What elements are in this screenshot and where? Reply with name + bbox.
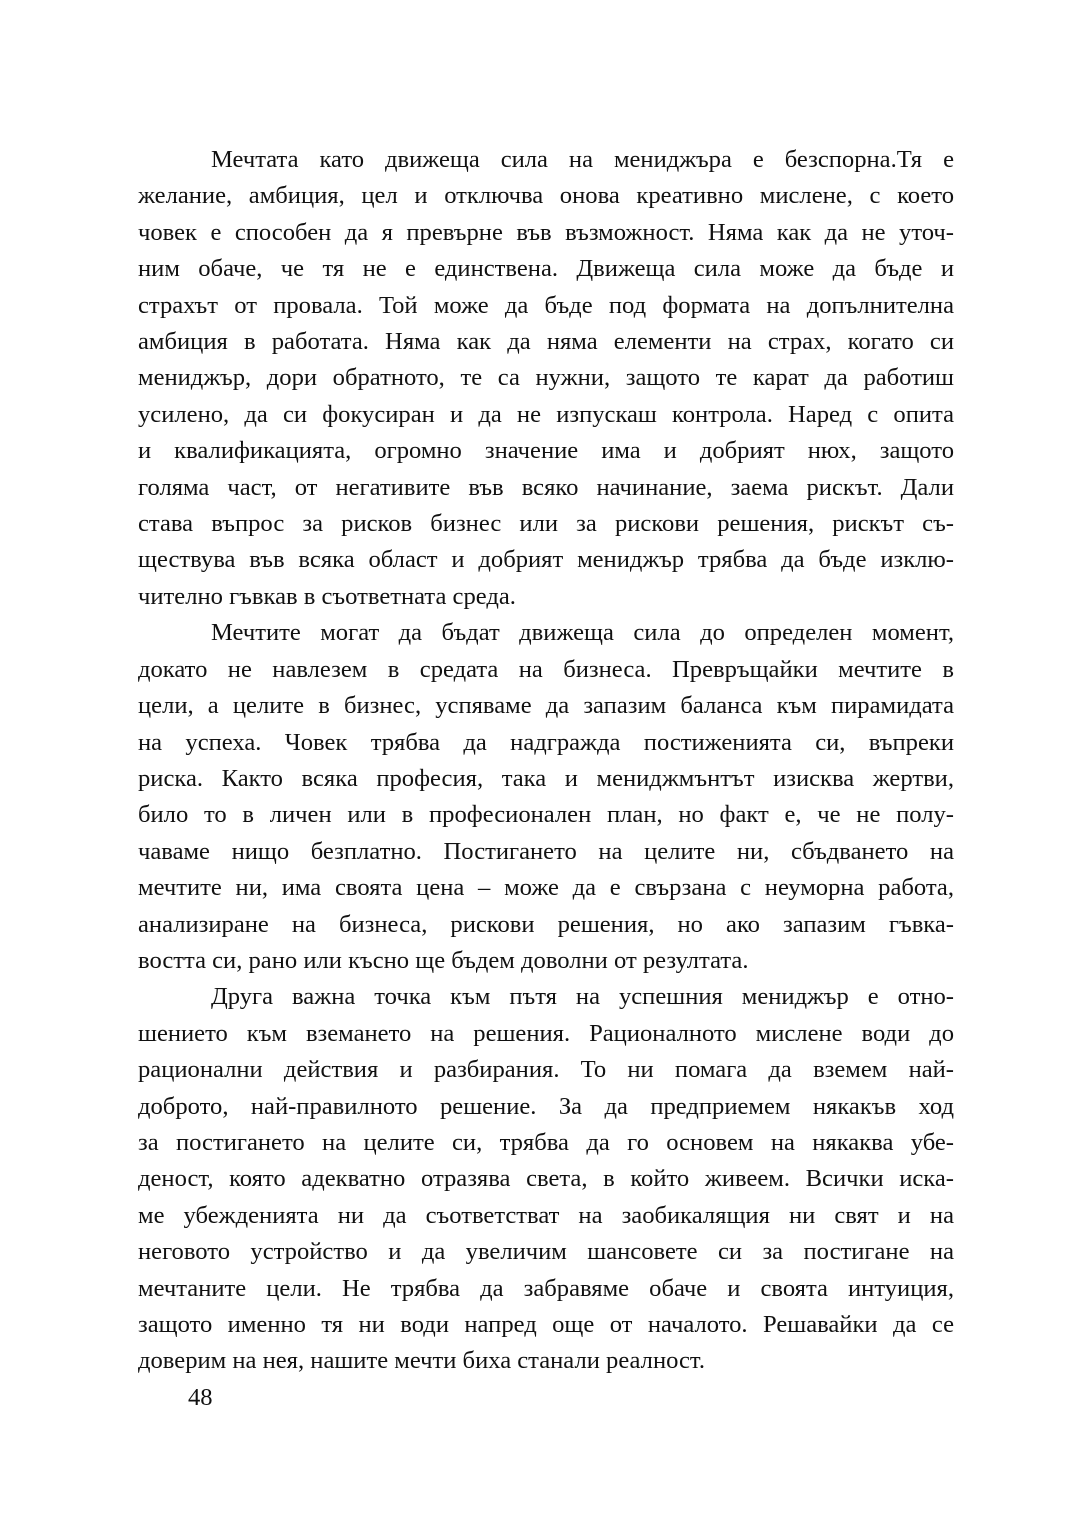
text-line: амбиция в работата. Няма как да няма елементи на страх, когато си [138, 328, 954, 356]
text-line: риска. Както всяка професия, така и мениджмънтът изисква жертви, [138, 764, 954, 792]
body-text [138, 142, 954, 1380]
text-line: чително гъвкав в съответната среда. [138, 582, 516, 610]
text-line: анализиране на бизнеса, рискови решения, но ако запазим гъвка- [138, 910, 954, 938]
text-line: страхът от провала. Той може да бъде под формата на допълнителна [138, 291, 954, 319]
text-line: востта си, рано или късно ще бъдем доволни от резултата. [138, 946, 749, 974]
text-line: за постигането на целите си, трябва да го основем на някаква убе- [138, 1128, 954, 1156]
text-line: става въпрос за рисков бизнес или за рискови решения, рискът съ- [138, 510, 954, 538]
text-line: доброто, най-правилното решение. За да предприемем някакъв ход [138, 1092, 954, 1120]
text-line: мениджър, дори обратното, те са нужни, защото те карат да работиш [138, 364, 954, 392]
text-line: чаваме нищо безплатно. Постигането на целите ни, сбъдването на [138, 837, 954, 865]
paragraph-2 [138, 615, 954, 979]
paragraph-1 [138, 142, 954, 615]
text-line: деност, която адекватно отразява света, в който живеем. Всички иска- [138, 1165, 954, 1193]
text-line: защото именно тя ни води напред още от началото. Решавайки да се [138, 1311, 954, 1338]
text-line: голяма част, от негативите във всяко начинание, заема рискът. Дали [138, 473, 954, 501]
text-line: доверим на нея, нашите мечти биха станали реалност. [138, 1347, 705, 1375]
text-line: ме убежденията ни да съответстват на заобикалящия ни свят и на [138, 1201, 954, 1229]
text-line: мечтите ни, има своята цена – може да е свързана с неуморна работа, [138, 874, 954, 902]
text-line: човек е способен да я превърне във възможност. Няма как да не уточ- [138, 218, 954, 246]
text-line: и квалификацията, огромно значение има и добрият нюх, защото [138, 437, 954, 465]
text-line: докато не навлезем в средата на бизнеса. Превръщайки мечтите в [138, 655, 954, 683]
text-line: Друга важна точка към пътя на успешния мениджър е отно- [211, 983, 954, 1011]
text-line: рационални действия и разбирания. То ни помага да вземем най- [138, 1056, 954, 1084]
text-line: ществува във всяка област и добрият мениджър трябва да бъде изклю- [138, 546, 954, 574]
text-line: Мечтата като движеща сила на мениджъра е безспорна.Тя е [211, 146, 954, 173]
text-line: цели, а целите в бизнес, успяваме да запазим баланса към пирамидата [138, 692, 954, 720]
text-line: желание, амбиция, цел и отключва онова креативно мислене, с което [138, 182, 954, 210]
page-number: 48 [188, 1384, 213, 1411]
text-line: шението към вземането на решения. Рационалното мислене води до [138, 1019, 954, 1047]
text-line: ним обаче, че тя не е единствена. Движеща сила може да бъде и [138, 255, 954, 283]
text-line: било то в личен или в професионален план, но факт е, че не полу- [138, 801, 954, 829]
text-line: на успеха. Човек трябва да надгражда постиженията си, въпреки [138, 728, 954, 756]
text-line: Мечтите могат да бъдат движеща сила до определен момент, [211, 619, 954, 647]
paragraph-3 [138, 979, 954, 1379]
text-line: усилено, да си фокусиран и да не изпускаш контрола. Наред с опита [138, 400, 954, 428]
text-line: мечтаните цели. Не трябва да забравяме обаче и своята интуиция, [138, 1274, 954, 1302]
text-line: неговото устройство и да увеличим шансовете си за постигане на [138, 1238, 954, 1266]
